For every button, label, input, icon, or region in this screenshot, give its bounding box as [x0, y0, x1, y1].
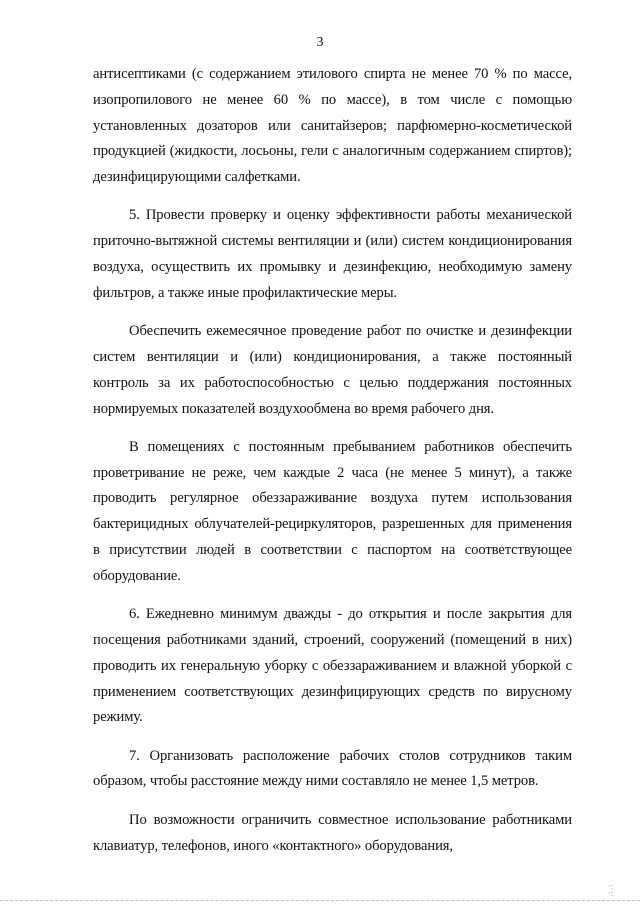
paragraph-antiseptics: антисептиками (с содержанием этилового спирта не менее 70 % по массе, изопропилового не менее 60 % по массе), в том числе с помощью установленных дозаторов или санитайзеров; парфюмерно-косметической продукцией (жидкости, лосьоны, гели с аналогичным содержанием спиртов); дезинфицирующими салфетками.: [93, 66, 572, 186]
scan-corner-mark: ·: ·:: [608, 882, 614, 898]
scan-bottom-rule: [0, 900, 640, 901]
paragraph-item-6-daily-cleaning: 6. Ежедневно минимум дважды - до открытия и после закрытия для посещения работниками зданий, строений, сооружений (помещений в них) проводить их генеральную уборку с обеззараживанием и влажной уборкой с применением соответствующих дезинфицирующих средств по вирусному режиму.: [93, 606, 572, 726]
paragraph-airing-disinfection: В помещениях с постоянным пребыванием работников обеспечить проветривание не реже, чем каждые 2 часа (не менее 5 минут), а также проводить регулярное обеззараживание воздуха путем использования бактерицидных облучателей-рециркуляторов, разрешенных для применения в присутствии людей в соответствии с паспортом на соответствующее оборудование.: [93, 438, 572, 584]
paragraph-item-5-ventilation-check: 5. Провести проверку и оценку эффективности работы механической приточно-вытяжной системы вентиляции и (или) систем кондиционирования воздуха, осуществить их промывку и дезинфекцию, необходимую замену фильтров, а также иные профилактические меры.: [93, 207, 572, 301]
page-number: 3: [316, 35, 324, 50]
document-body: [93, 62, 572, 872]
paragraph-item-7-desk-spacing: 7. Организовать расположение рабочих столов сотрудников таким образом, чтобы расстояние между ними составляло не менее 1,5 метров.: [93, 747, 572, 790]
paragraph-ventilation-cleaning: Обеспечить ежемесячное проведение работ по очистке и дезинфекции систем вентиляции и (или) кондиционирования, а также постоянный контроль за их работоспособностью с целью поддержания постоянных нормируемых показателей воздухообмена во время рабочего дня.: [93, 323, 572, 417]
paragraph-shared-equipment: По возможности ограничить совместное использование работниками клавиатур, телефонов, иного «контактного» оборудования,: [93, 811, 572, 854]
